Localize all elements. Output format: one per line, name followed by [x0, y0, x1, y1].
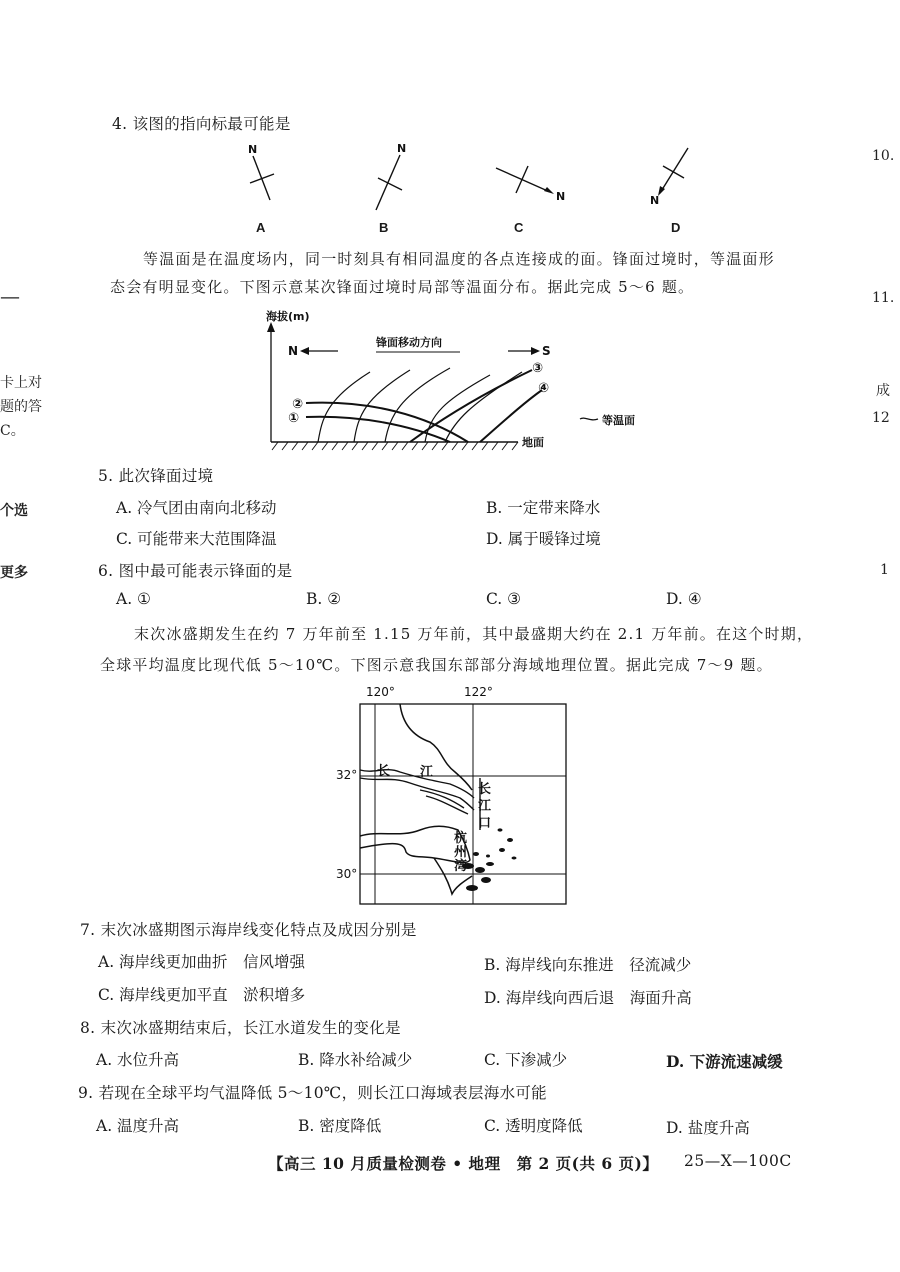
question-4-stem: 4. 该图的指向标最可能是 — [112, 115, 291, 133]
svg-text:江: 江 — [420, 765, 434, 780]
svg-text:长: 长 — [377, 764, 391, 779]
svg-text:长: 长 — [478, 782, 492, 797]
svg-text:州: 州 — [454, 845, 468, 860]
left-margin-fragment: 题的答 — [0, 399, 42, 415]
svg-text:口: 口 — [478, 816, 492, 831]
q9-option-b[interactable]: B. 密度降低 — [298, 1117, 382, 1135]
q7-option-d[interactable]: D. 海岸线向西后退 海面升高 — [484, 989, 692, 1007]
question-8-stem: 8. 末次冰盛期结束后，长江水道发生的变化是 — [80, 1019, 401, 1037]
right-margin-fragment: 1 — [880, 562, 889, 578]
q5-option-c[interactable]: C. 可能带来大范围降温 — [116, 530, 277, 548]
intro-7-9-line1: 末次冰盛期发生在约 7 万年前至 1.15 万年前，其中最盛期大约在 2.1 万年前。在这个时期， — [134, 625, 814, 643]
marker-2: ② — [292, 397, 304, 412]
q4-option-d-label: D — [671, 220, 681, 235]
q5-option-b[interactable]: B. 一定带来降水 — [486, 499, 601, 517]
q6-option-a[interactable]: A. ① — [116, 590, 151, 608]
legend-label: 等温面 — [602, 414, 635, 427]
marker-1: ① — [288, 411, 300, 426]
q6-option-c[interactable]: C. ③ — [486, 590, 522, 608]
right-margin-fragment: 11. — [872, 290, 895, 306]
q4-compass-options — [220, 138, 720, 238]
q8-option-d[interactable]: D. 下游流速减缓 — [666, 1052, 783, 1071]
front-isotherm-diagram — [250, 300, 670, 460]
q9-option-d[interactable]: D. 盐度升高 — [666, 1119, 750, 1137]
left-margin-fragment: 更多 — [0, 565, 28, 581]
q5-option-a[interactable]: A. 冷气团由南向北移动 — [116, 499, 277, 517]
q5-option-d[interactable]: D. 属于暖锋过境 — [486, 530, 601, 548]
q6-option-d[interactable]: D. ④ — [666, 590, 702, 608]
marker-4: ④ — [538, 381, 550, 396]
q4-option-c-label: C — [514, 220, 524, 235]
lon-label-122: 122° — [464, 685, 493, 699]
q4-option-b-label: B — [379, 220, 389, 235]
right-margin-fragment: 12 — [872, 410, 890, 426]
svg-text:S: S — [542, 344, 551, 358]
compass-c-icon — [496, 166, 565, 203]
svg-text:江: 江 — [478, 799, 492, 814]
q4-option-a-label: A — [256, 220, 266, 235]
front-move-label: 锋面移动方向 — [376, 336, 442, 349]
compass-b-icon — [376, 142, 406, 210]
q7-option-c[interactable]: C. 海岸线更加平直 淤积增多 — [98, 986, 306, 1004]
question-6-stem: 6. 图中最可能表示锋面的是 — [98, 562, 293, 580]
right-margin-fragment: 10. — [872, 148, 895, 164]
intro-7-9-line2: 全球平均温度比现代低 5～10℃。下图示意我国东部部分海域地理位置。据此完成 7～9 题。 — [100, 656, 773, 674]
svg-text:湾: 湾 — [454, 859, 468, 874]
q8-option-b[interactable]: B. 降水补给减少 — [298, 1051, 413, 1069]
q9-option-c[interactable]: C. 透明度降低 — [484, 1117, 583, 1135]
ground-label: 地面 — [522, 436, 544, 449]
lon-label-120: 120° — [366, 685, 395, 699]
svg-text:N: N — [650, 194, 660, 207]
svg-text:N: N — [288, 344, 299, 358]
svg-text:N: N — [248, 143, 258, 156]
legend-swatch — [580, 418, 598, 420]
page-footer-title: 【高三 10 月质量检测卷 • 地理 第 2 页(共 6 页)】 — [268, 1154, 659, 1173]
left-margin-dash: — — [0, 284, 20, 308]
q9-option-a[interactable]: A. 温度升高 — [96, 1117, 180, 1135]
y-axis-label: 海拔(m) — [266, 310, 310, 323]
question-5-stem: 5. 此次锋面过境 — [98, 467, 214, 485]
question-9-stem: 9. 若现在全球平均气温降低 5～10℃，则长江口海域表层海水可能 — [78, 1084, 547, 1102]
q8-option-a[interactable]: A. 水位升高 — [96, 1051, 180, 1069]
q8-option-c[interactable]: C. 下渗减少 — [484, 1051, 568, 1069]
right-margin-fragment: 成 — [876, 383, 890, 399]
intro-5-6-line1: 等温面是在温度场内，同一时刻具有相同温度的各点连接成的面。锋面过境时，等温面形 — [143, 250, 775, 268]
left-margin-fragment: C。 — [0, 423, 25, 439]
left-margin-fragment: 卡上对 — [0, 375, 42, 391]
compass-d-icon — [650, 148, 688, 207]
svg-text:N: N — [397, 142, 407, 155]
lat-label-30: 30° — [336, 867, 358, 881]
svg-text:杭: 杭 — [454, 831, 468, 846]
q7-option-b[interactable]: B. 海岸线向东推进 径流减少 — [484, 956, 692, 974]
q7-option-a[interactable]: A. 海岸线更加曲折 信风增强 — [98, 953, 306, 971]
left-margin-fragment: 个选 — [0, 503, 28, 519]
q6-option-b[interactable]: B. ② — [306, 590, 342, 608]
svg-text:N: N — [556, 190, 566, 203]
intro-5-6-line2: 态会有明显变化。下图示意某次锋面过境时局部等温面分布。据此完成 5～6 题。 — [110, 278, 695, 296]
lat-label-32: 32° — [336, 768, 358, 782]
yangtze-estuary-map — [330, 680, 590, 910]
page-footer-code: 25—X—100C — [684, 1152, 792, 1170]
marker-3: ③ — [532, 361, 544, 376]
question-7-stem: 7. 末次冰盛期图示海岸线变化特点及成因分别是 — [80, 921, 417, 939]
compass-a-icon — [248, 143, 274, 200]
